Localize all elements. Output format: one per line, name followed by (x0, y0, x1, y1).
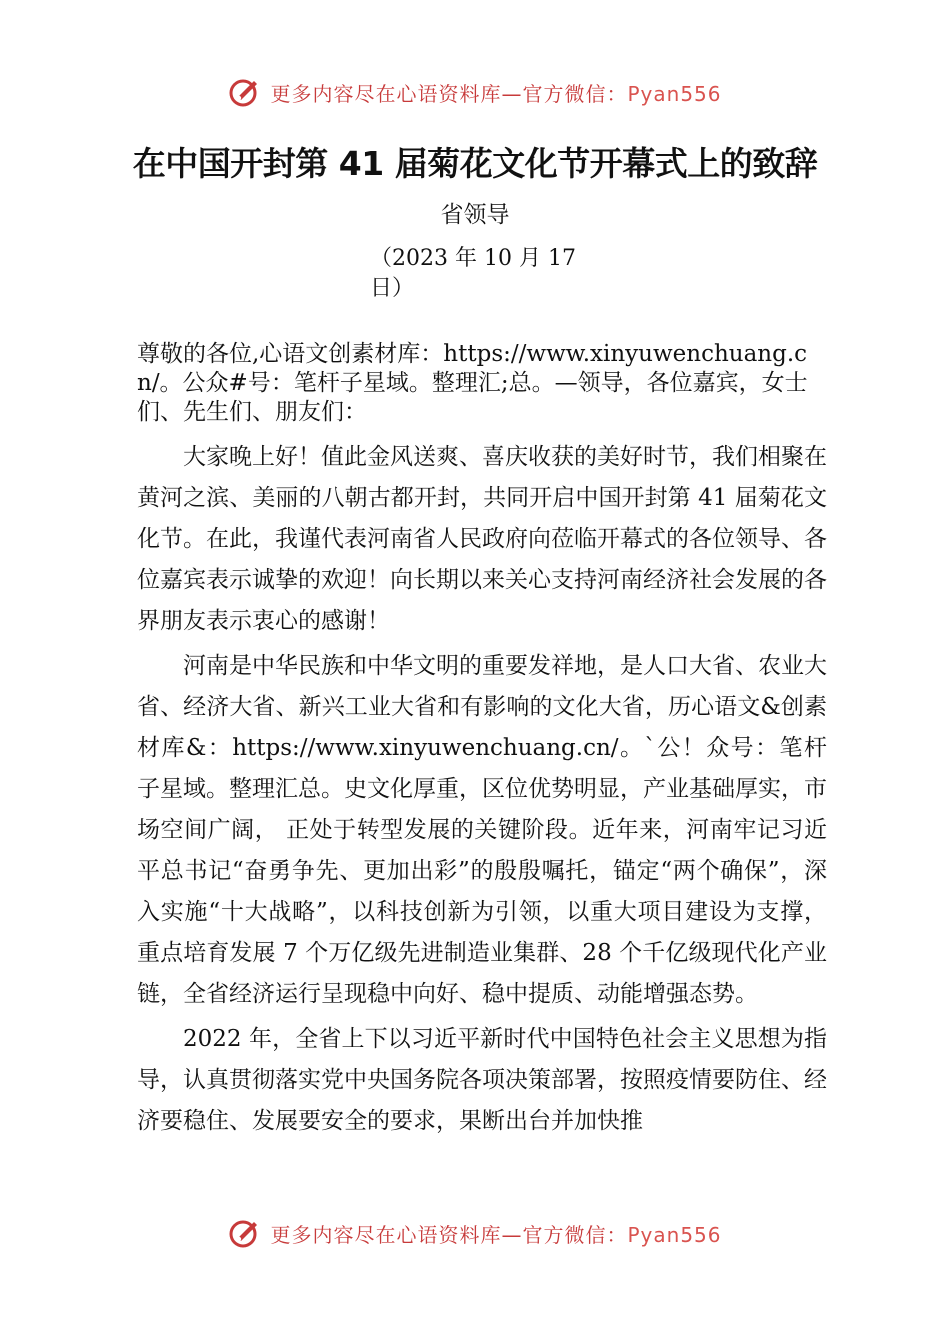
paragraph: 2022 年，全省上下以习近平新时代中国特色社会主义思想为指导，认真贯彻落实党中央国务院各项决策部署，按照疫情要防住、经济要稳住、发展要安全的要求，果断出台并加快推 (137, 1026, 827, 1134)
document-date: （2023 年 10 月 17 日） (370, 246, 576, 301)
document-title: 在中国开封第 41 届菊花文化节开幕式上的致辞 (132, 144, 818, 183)
header-banner (0, 72, 950, 112)
pen-logo-icon (228, 75, 262, 109)
banner-wechat-id: Pyan556 (627, 81, 722, 106)
footer-banner (0, 1213, 950, 1253)
banner-text: 更多内容尽在心语资料库—官方微信：Pyan556 (270, 1222, 722, 1247)
greeting: 尊敬的各位,心语文创素材库：https://www.xinyuwenchuang.cn/。公众#号：笔杆子星域。整理汇;总。—领导，各位嘉宾，女士们、先生们、朋友们： (137, 341, 808, 425)
document-body (137, 340, 827, 1146)
pen-logo-icon (228, 1216, 262, 1250)
banner-wechat-id: Pyan556 (627, 1222, 722, 1247)
paragraph: 大家晚上好！值此金风送爽、喜庆收获的美好时节，我们相聚在黄河之滨、美丽的八朝古都开封，共同开启中国开封第 41 届菊花文化节。在此，我谨代表河南省人民政府向莅临开幕式的各位领导、各位嘉宾表示诚挚的欢迎！向长期以来关心支持河南经济社会发展的各界朋友表示衷心的感谢！ (137, 444, 827, 634)
paragraph: 河南是中华民族和中华文明的重要发祥地，是人口大省、农业大省、经济大省、新兴工业大省和有影响的文化大省，历心语文&创素材库&：https://www.xinyuwenchuang.cn/。`公！众号：笔杆子星域。整理汇总。史文化厚重，区位优势明显，产业基础厚实，市场空间广阔， 正处于转型发展的关键阶段。近年来，河南牢记习近平总书记“奋勇争先、更加出彩”的殷殷嘱托，锚定“两个确保”，深入实施“十大战略”，以科技创新为引领，以重大项目建设为支撑，重点培育发展 7 个万亿级先进制造业集群、28 个千亿级现代化产业链，全省经济运行呈现稳中向好、稳中提质、动能增强态势。 (137, 653, 827, 1007)
document-author: 省领导 (440, 202, 510, 228)
banner-text: 更多内容尽在心语资料库—官方微信：Pyan556 (270, 81, 722, 106)
